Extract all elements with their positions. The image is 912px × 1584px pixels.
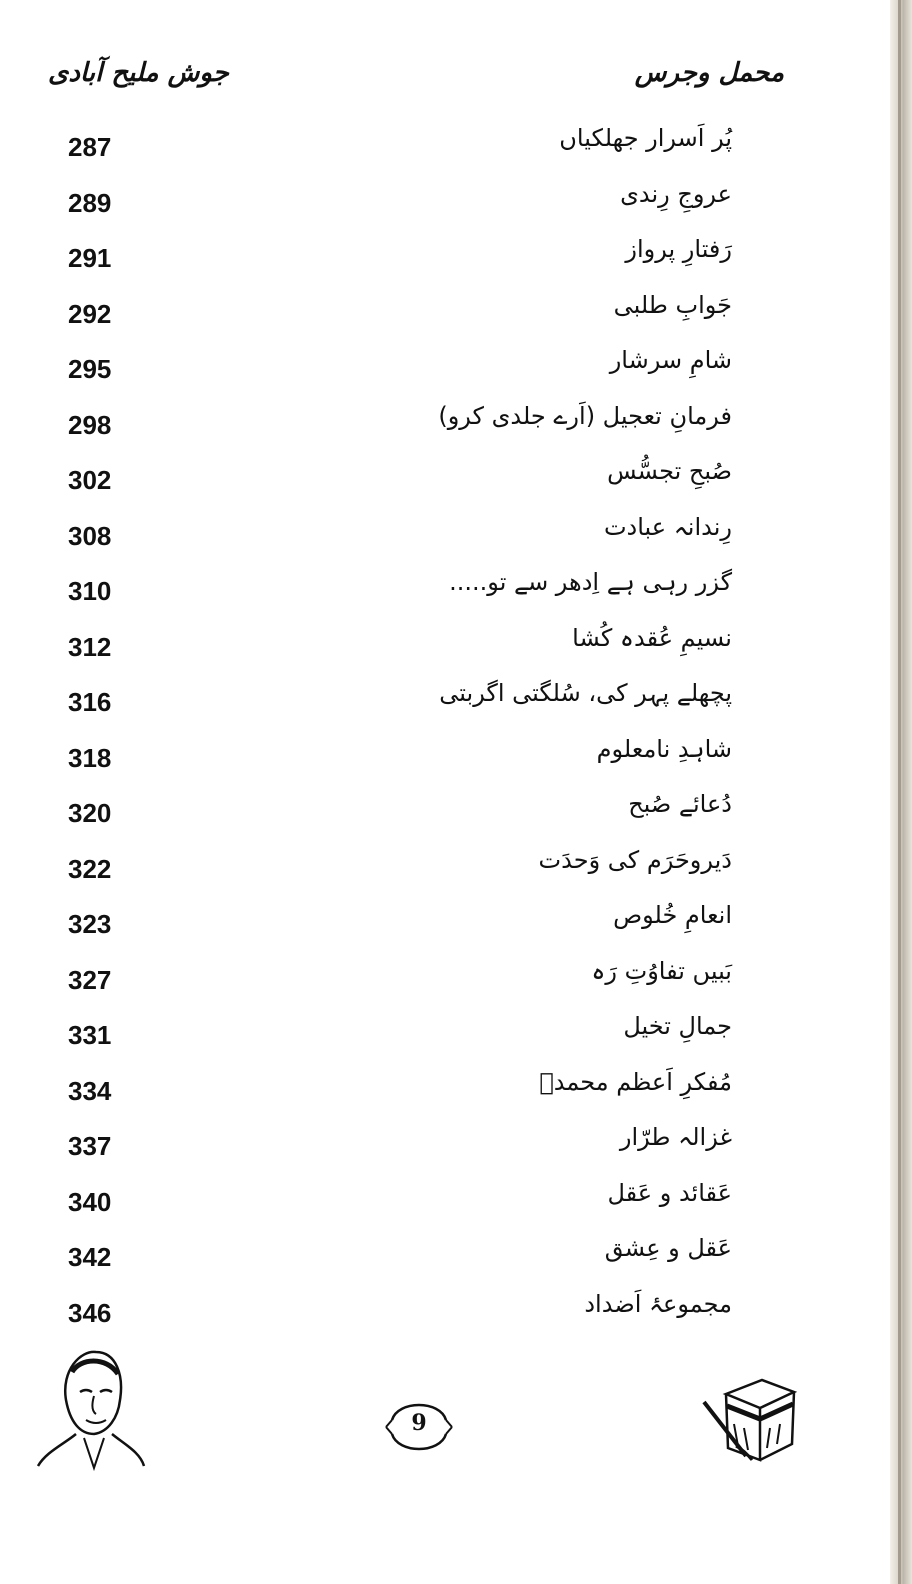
toc-title: مجموعۂ اَضداد — [584, 1289, 732, 1318]
toc-title: شامِ سرشار — [609, 346, 732, 374]
toc-page-number: 308 — [68, 520, 112, 551]
toc-page-number: 337 — [68, 1131, 112, 1161]
toc-row — [0, 124, 912, 180]
toc-page-number: 291 — [68, 243, 112, 273]
toc-title: انعامِ خُلوص — [613, 901, 732, 929]
toc-title: غزالہ طرّار — [619, 1123, 732, 1151]
toc-page-number: 340 — [68, 1186, 112, 1217]
toc-title: دَیروحَرَم کی وَحدَت — [538, 845, 732, 874]
running-header-book-title: محمل وجرس — [634, 58, 784, 88]
toc-row — [0, 457, 912, 513]
toc-page-number: 312 — [68, 631, 112, 662]
toc-title: جَوابِ طلبی — [613, 290, 732, 319]
toc-title: گزر رہی ہے اِدھر سے تو..... — [449, 568, 732, 596]
toc-row — [0, 679, 912, 735]
toc-title: عَقل و عِشق — [604, 1234, 732, 1262]
toc-row — [0, 735, 912, 791]
toc-row — [0, 180, 912, 236]
toc-page-number: 318 — [68, 742, 112, 773]
toc-page-number: 334 — [68, 1075, 112, 1106]
toc-title: بَبیں تفاوُتِ رَہ — [591, 956, 732, 985]
toc-row — [0, 513, 912, 569]
toc-row — [0, 790, 912, 846]
toc-page-number: 292 — [68, 298, 112, 329]
toc-title: رَفتارِ پرواز — [625, 235, 732, 263]
toc-row — [0, 568, 912, 624]
toc-row — [0, 346, 912, 402]
toc-page-number: 320 — [68, 798, 112, 828]
toc-title: عَقائد و عَقل — [607, 1178, 732, 1207]
toc-page-number: 287 — [68, 132, 112, 162]
toc-row — [0, 1179, 912, 1235]
toc-page-number: 342 — [68, 1242, 112, 1272]
toc-row — [0, 291, 912, 347]
toc-row — [0, 901, 912, 957]
toc-row — [0, 1068, 912, 1124]
toc-row — [0, 957, 912, 1013]
author-portrait-icon — [36, 1340, 146, 1475]
toc-row — [0, 846, 912, 902]
toc-page-number: 327 — [68, 964, 112, 995]
toc-row — [0, 1290, 912, 1346]
toc-page-number: 316 — [68, 687, 112, 717]
toc-title: رِندانہ عبادت — [603, 512, 732, 541]
toc-title: صُبحِ تجسُّس — [607, 457, 732, 485]
toc-page-number: 346 — [68, 1297, 112, 1328]
toc-title: شاہدِ نامعلوم — [596, 734, 732, 763]
toc-row — [0, 1012, 912, 1068]
kaaba-with-pen-icon — [700, 1372, 800, 1464]
table-of-contents — [0, 124, 912, 1345]
page-number: 9 — [411, 1410, 427, 1436]
toc-title: جمالِ تخیل — [623, 1012, 732, 1040]
toc-title: عروجِ رِندی — [620, 179, 732, 208]
toc-row — [0, 235, 912, 291]
running-header-author: جوش ملیح آبادی — [48, 58, 229, 88]
toc-page-number: 331 — [68, 1020, 112, 1050]
toc-title: فرمانِ تعجیل (اَرے جلدی کرو) — [438, 401, 732, 430]
toc-page-number: 295 — [68, 354, 112, 384]
toc-page-number: 298 — [68, 409, 112, 440]
toc-row — [0, 1123, 912, 1179]
toc-row — [0, 624, 912, 680]
toc-row — [0, 1234, 912, 1290]
toc-title: پُر اَسرار جھلکیاں — [559, 124, 732, 152]
toc-title: نسیمِ عُقدہ کُشا — [572, 623, 732, 652]
toc-title: مُفکرِ اَعظم محمدؐ — [539, 1067, 732, 1096]
toc-page-number: 322 — [68, 853, 112, 884]
toc-title: دُعائے صُبح — [628, 790, 732, 818]
toc-page-number: 323 — [68, 909, 112, 939]
toc-row — [0, 402, 912, 458]
toc-page-number: 310 — [68, 576, 112, 606]
toc-title: پچھلے پہر کی، سُلگتی اگربتی — [439, 679, 732, 707]
toc-page-number: 302 — [68, 465, 112, 495]
toc-page-number: 289 — [68, 187, 112, 218]
